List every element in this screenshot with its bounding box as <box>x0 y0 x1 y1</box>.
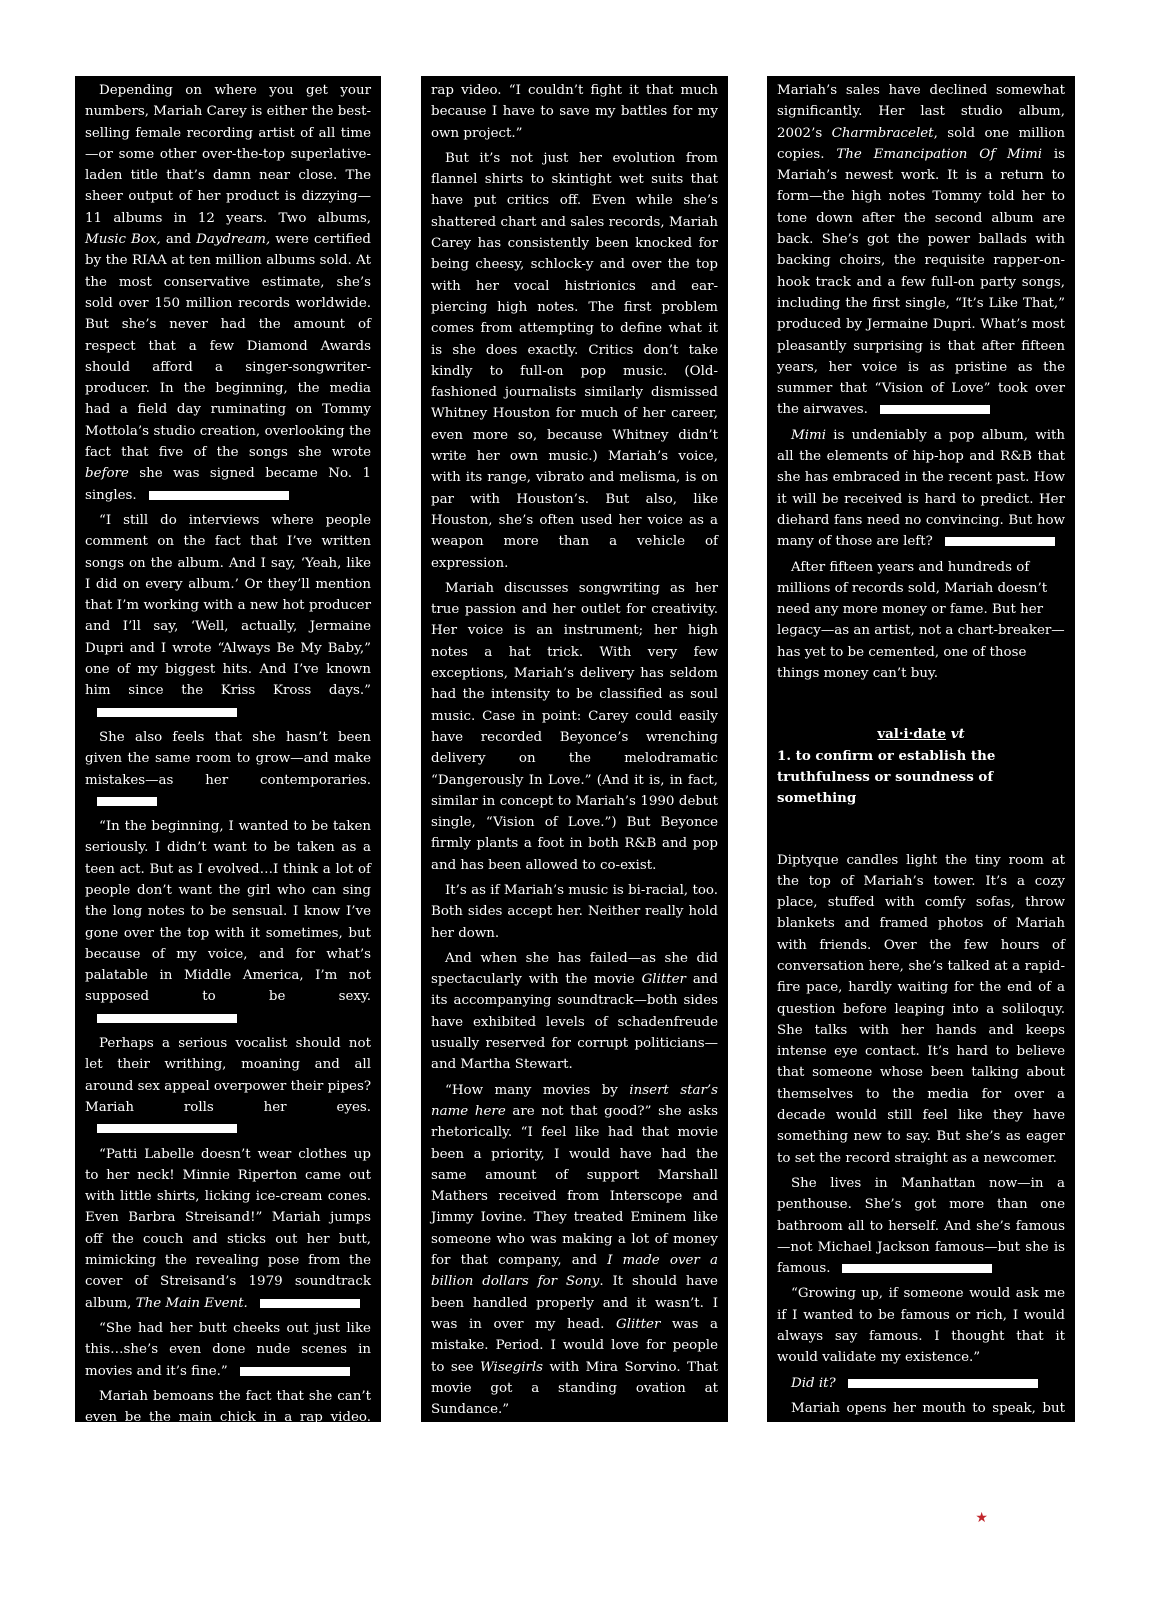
paragraph: “She had her butt cheeks out just like this…she’s even done nude scenes in movies and it’s fine.” <box>85 1320 371 1379</box>
section-divider-bar <box>97 1124 237 1133</box>
paragraph: “I should have been the main girl in that video!” she says. “I could have done it and I would have done it,” but she says “her people” didn’t agree with such a role in a <box>85 1499 371 1600</box>
section-divider-bar <box>97 1014 237 1023</box>
article-column-1 <box>75 76 381 1600</box>
end-mark-star-icon: ★ <box>975 1510 988 1527</box>
paragraph: It’s as if Mariah’s music is bi-racial, too. Both sides accept her. Neither really hold her down. <box>431 882 718 941</box>
paragraph: Diptyque candles light the tiny room at the top of Mariah’s tower. It’s a cozy place, stuffed with comfy sofas, throw blankets and framed photos of Mariah with friends. Over the few hours of conversation here, she’s talked at a rapid-fire pace, hardly waiting for the end of a question before leaping into a soliloquy. She talks with her hands and keeps intense eye contact. It’s hard to believe that someone whose been talking about themselves to the media for over a decade would still feel like they have something new to say. But she’s as eager to set the record straight as a newcomer. <box>777 852 1065 1166</box>
paragraph: F. Scott Fitzgerald said there were no second acts in American lives. But in entertainment, there are third and fourth acts. Just ask Flava Flav. <box>431 1427 718 1507</box>
paragraph: “I still do interviews where people comment on the fact that I’ve written songs on the album. And I say, ‘Yeah, like I did on every album.’ Or they’ll mention that I’m working with a new hot producer and I’ll say, ‘Well, actually, Jermaine Dupri and I wrote “Always Be My Baby,” one of my biggest hits. And I’ve known him since the Kriss Kross days.” <box>85 510 371 723</box>
definition-text: 1. to confirm or establish the truthfulness or soundness of something <box>777 747 996 807</box>
section-divider-bar <box>880 405 990 414</box>
paragraph: “Growing up, if someone would ask me if I wanted to be famous or rich, I would always say famous. I thought that it would validate my existence.” <box>777 1286 1065 1366</box>
paragraph: Mimi is undeniably a pop album, with all the elements of hip-hop and R&B that she has embraced in the recent past. How it will be received is hard to predict. Her diehard fans need no convincing. But how many of those are left? <box>777 427 1065 550</box>
paragraph: Since 1995’s 10x-platinum Daydream, <box>445 1516 704 1532</box>
definition-headword: val·i·date vt <box>877 726 965 743</box>
paragraph: Perhaps a serious vocalist should not let their writhing, moaning and all around sex appeal overpower their pipes? Mariah rolls her eyes. <box>85 1033 371 1139</box>
section-divider-bar <box>945 537 1055 546</box>
paragraph: “In the beginning, I wanted to be taken seriously. I didn’t want to be taken as a teen act. But as I evolved…I think a lot of people don’t want the girl who can sing the long notes to be sensual. I know I’ve gone over the top with it sometimes, but because of my voice, and for what’s palatable in Middle America, I’m not supposed to be sexy. <box>85 816 371 1029</box>
section-divider-bar <box>97 797 157 806</box>
paragraph: And when she has failed—as she did spectacularly with the movie Glitter and its accompanying soundtrack—both sides have exhibited levels of schadenfreude usually reserved for corrupt politicians—and Martha Stewart. <box>431 950 719 1073</box>
paragraph: Mariah bemoans the fact that she can’t even be the main chick in a rap video. She sings a breathy chorus on Jadakiss’ “U Make Me Wanna” yet only has a brief cameo. <box>85 1388 371 1489</box>
paragraph: Did it? <box>777 1373 1065 1394</box>
paragraph: After fifteen years and hundreds of millions of records sold, Mariah doesn’t need any more money or fame. But her legacy—as an artist, not a chart-breaker—has yet to be cemented, one of those things money can’t buy. <box>777 559 1065 682</box>
paragraph: rap video. “I couldn’t fight it that much because I have to save my battles for my own project.” <box>431 83 718 141</box>
article-column-2 <box>421 76 728 1532</box>
article-column-3 <box>767 76 1075 1527</box>
paragraph: Depending on where you get your numbers, Mariah Carey is either the best-selling female recording artist of all time—or some other over-the-top superlative-laden title that’s damn near close. The sheer output of her product is dizzying—11 albums in 12 years. Two albums, Music Box, and Daydream, were certified by the RIAA at ten million albums sold. At the most conservative estimate, she’s sold over 150 million records worldwide. But she’s never had the amount of respect that a few Diamond Awards should afford a singer-songwriter-producer. In the beginning, the media had a field day ruminating on Tommy Mottola’s studio creation, overlooking the fact that five of the songs she wrote before she was signed became No. 1 singles. <box>85 83 371 503</box>
section-divider-bar <box>240 1367 350 1376</box>
section-divider-bar <box>97 708 237 717</box>
paragraph: But it’s not just her evolution from flannel shirts to skintight wet suits that have put critics off. Even while she’s shattered chart and sales records, Mariah Carey has consistently been knocked for being cheesy, schlock-y and over the top with her vocal histrionics and ear-piercing high notes. The first problem comes from attempting to define what it is she does exactly. Critics don’t take kindly to full-on pop music. (Old-fashioned journalists similarly dismissed Whitney Houston for much of her career, even more so, because Whitney didn’t write her own music.) Mariah’s voice, with its range, vibrato and melisma, is on par with Houston’s. But also, like Houston, she’s often used her voice as a weapon more than a vehicle of expression. <box>431 150 718 571</box>
paragraph: Mariah discusses songwriting as her true passion and her outlet for creativity. Her voice is an instrument; her high notes a hat trick. With very few exceptions, Mariah’s delivery has seldom had the intensity to be classified as soul music. Case in point: Carey could easily have recorded Beyonce’s wrenching delivery on the melodramatic “Dangerously In Love.” (And it is, in fact, similar in concept to Mariah’s 1990 debut single, “Vision of Love.”) But Beyonce firmly plants a foot in both R&B and pop and has been allowed to co-exist. <box>431 580 718 873</box>
section-divider-bar <box>260 1299 360 1308</box>
paragraph: “How many movies by insert star’s name here are not that good?” she asks rhetorically. “I feel like had that movie been a priority, I would have had the same amount of support Marshall Mathers received from Interscope and Jimmy Iovine. They treated Eminem like someone who was making a lot of money for that company, and I made over a billion dollars for Sony. It should have been handled properly and it wasn’t. I was in over my head. Glitter was a mistake. Period. I would love for people to see Wisegirls with Mira Sorvino. That movie got a standing ovation at Sundance.” <box>431 1082 719 1418</box>
section-divider-bar <box>149 491 289 500</box>
paragraph: She also feels that she hasn’t been given the same room to grow—and make mistakes—as her contemporaries. <box>85 727 371 812</box>
paragraph: Mariah’s sales have declined somewhat significantly. Her last studio album, 2002’s Charmbracelet, sold one million copies. The Emancipation Of Mimi is Mariah’s newest work. It is a return to form—the high notes Tommy told her to tone down after the second album are back. She’s got the power ballads with backing choirs, the requisite rapper-on-hook track and a few full-on party songs, including the first single, “It’s Like That,” produced by Jermaine Dupri. What’s most pleasantly surprising is that after fifteen years, her voice is as pristine as the summer that “Vision of Love” took over the airwaves. <box>777 83 1065 418</box>
section-divider-bar <box>848 1379 1038 1388</box>
paragraph: Mariah opens her mouth to speak, but nothing comes out. She furrows her eyebrows and bites the inside of her lip…takes a swig of water, looks up at the ceiling. Silence. <box>777 1400 1065 1502</box>
paragraph: Finally: “I don’t know.” ★ <box>777 1508 1065 1529</box>
paragraph: She lives in Manhattan now—in a penthouse. She’s got more than one bathroom all to herself. And she’s famous—not Michael Jackson famous—but she is famous. <box>777 1175 1065 1277</box>
paragraph: “Patti Labelle doesn’t wear clothes up to her neck! Minnie Riperton came out with little shirts, licking ice-cream cones. Even Barbra Streisand!” Mariah jumps off the couch and sticks out her butt, mimicking the revealing pose from the cover of Streisand’s 1979 soundtrack album, The Main Event. <box>85 1146 371 1311</box>
section-divider-bar <box>842 1264 992 1273</box>
